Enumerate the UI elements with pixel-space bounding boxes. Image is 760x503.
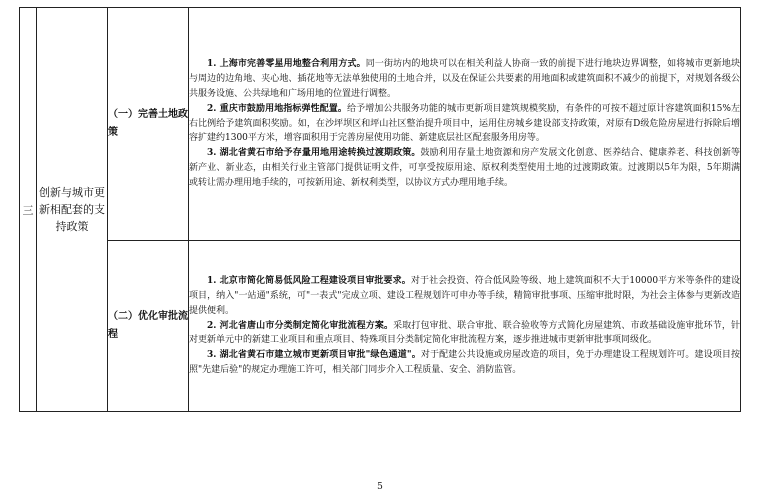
policy-item-body: 给予增加公共服务功能的城市更新项目建筑规模奖励，有条件的可按不超过原计容建筑面积15%左右比例给予建筑面积奖励。如，在沙坪坝区和坪山社区整治提升项目中，运用住房城乡建设部支持政策，对原有D级危险房屋进行拆除后增容扩建约1300平方米，增容面积用于完善房屋使用功能、新建底层社区配套服务用房等。 xyxy=(189,103,740,144)
subsection-title-land-policy: （一）完善土地政策 xyxy=(108,8,189,241)
policy-item-body: 采取打包审批、联合审批、联合验收等方式简化房屋建筑、市政基础设施审批环节，针对更新单元中的新建工业项目和重点项目、特殊项目分类制定简化审批流程方案，逐步推进城市更新审批事项同级化。 xyxy=(189,320,740,346)
policy-item xyxy=(189,57,740,101)
policy-item xyxy=(189,319,740,349)
policy-item-head: 3. 湖北省黄石市建立城市更新项目审批"绿色通道"。 xyxy=(207,350,421,361)
policy-item-body: 对于配建公共设施或房屋改造的项目，免于办理建设工程规划许可。建设项目按照"先建后验"的规定办理施工许可，相关部门同步介入工程质量、安全、消防监管。 xyxy=(189,350,740,375)
policy-item xyxy=(189,274,740,318)
policy-item xyxy=(189,348,740,378)
policy-item-body: 鼓励利用存量土地资源和房产发展文化创意、医养结合、健康养老、科技创新等新产业、新业态，由相关行业主管部门提供证明文件，可享受按原用途、原权利类型使用土地的过渡期政策。过渡期以5年为限，5年期满或转让需办理用地手续的，可按新用途、新权利类型，以协议方式办理用地手续。 xyxy=(189,148,740,188)
table-row xyxy=(20,8,741,241)
policy-item-body: 对于社会投资、符合低风险等级、地上建筑面积不大于10000平方米等条件的建设项目，纳入"一站通"系统，可"一表式"完成立项、建设工程规划许可申办等手续，精简审批事项、压缩审批时限，为社会主体参与更新改造提供便利。 xyxy=(189,276,741,316)
table-row xyxy=(20,241,741,412)
subsection-content-approval xyxy=(189,241,741,412)
policy-item-head: 2. 重庆市鼓励用地指标弹性配置。 xyxy=(207,103,347,114)
policy-table xyxy=(19,7,741,412)
policy-item-head: 1. 北京市简化简易低风险工程建设项目审批要求。 xyxy=(207,276,411,287)
subsection-content-land-policy xyxy=(189,8,741,241)
section-number: 三 xyxy=(20,8,37,412)
section-title: 创新与城市更新相配套的支持政策 xyxy=(37,8,108,412)
policy-item-head: 3. 湖北省黄石市给予存量用地用途转换过渡期政策。 xyxy=(207,148,421,159)
page-number: 5 xyxy=(377,482,383,492)
subsection-title-approval: （二）优化审批流程 xyxy=(108,241,189,412)
policy-item-head: 2. 河北省唐山市分类制定简化审批流程方案。 xyxy=(207,320,394,331)
policy-item-body: 同一街坊内的地块可以在相关利益人协商一致的前提下进行地块边界调整，如将城市更新地块与周边的边角地、夹心地、插花地等无法单独使用的土地合并，以及在保证公共要素的用地面积或建筑面积不减少的前提下，对规划各级公共服务设施、公共绿地和广场用地的位置进行调整。 xyxy=(189,59,740,99)
policy-item-head: 1. 上海市完善零星用地整合利用方式。 xyxy=(207,59,366,70)
policy-item xyxy=(189,102,740,146)
policy-item xyxy=(189,146,740,190)
